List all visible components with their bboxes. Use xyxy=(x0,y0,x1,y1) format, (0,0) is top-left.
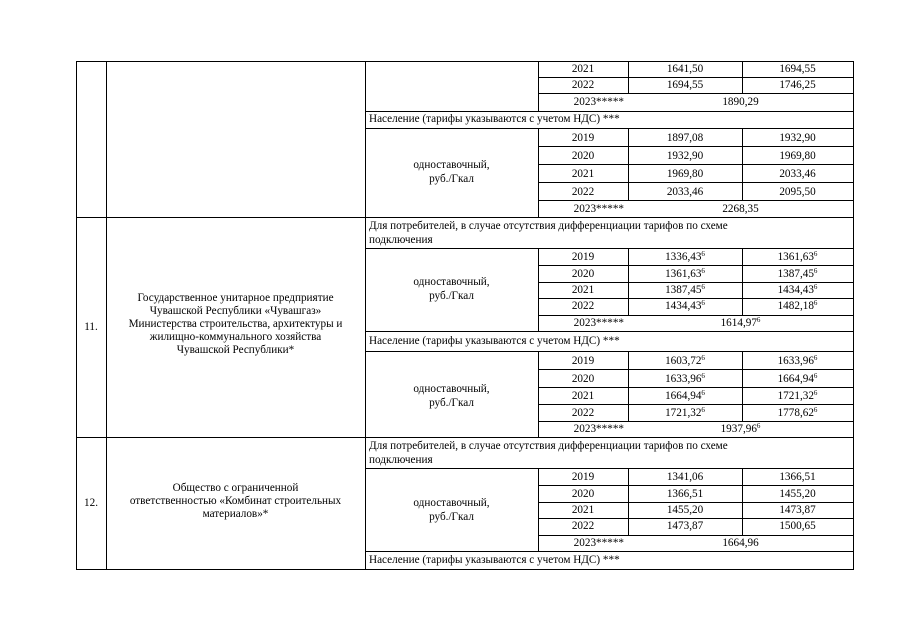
population-header: Население (тарифы указываются с учетом НДС) *** xyxy=(369,554,620,566)
tariff-type-label: одноставочный, xyxy=(413,383,490,395)
value: 1336,43 xyxy=(665,251,702,263)
tariff-type-unit: руб./Гкал xyxy=(429,397,474,409)
border-top xyxy=(76,61,854,62)
year-2023-cell: 2023***** xyxy=(573,203,624,215)
tariff-type-unit: руб./Гкал xyxy=(429,511,474,523)
value-cell: 1366,51 xyxy=(779,471,816,483)
value-cell: 1366,51 xyxy=(666,488,704,500)
year-row-border xyxy=(538,164,854,165)
consumers-header-cont: подключения xyxy=(369,454,433,466)
value: 1721,32 xyxy=(777,390,814,402)
footnote-mark: 6 xyxy=(813,389,818,397)
year-cell: 2021 xyxy=(571,390,595,402)
value-cell: 1969,80 xyxy=(779,150,816,162)
consumers-header: Для потребителей, в случае отсутствия дифференциации тарифов по схеме xyxy=(369,440,728,452)
year-row-border xyxy=(538,182,854,183)
year-row-border xyxy=(538,265,854,266)
organization-name-line: Общество с ограниченной xyxy=(172,482,299,494)
year-cell: 2019 xyxy=(571,355,595,367)
value-2023-cell xyxy=(628,317,853,330)
year-cell: 2022 xyxy=(571,520,595,532)
value: 1633,96 xyxy=(665,373,702,385)
year-cell: 2022 xyxy=(571,300,595,312)
value-cell: 1473,87 xyxy=(666,520,704,532)
value-cell: 1455,20 xyxy=(779,488,816,500)
value: 1361,63 xyxy=(777,251,814,263)
year-row-border xyxy=(538,404,854,405)
row-border-org11 xyxy=(76,217,854,218)
value-cell xyxy=(628,300,742,313)
value-cell: 2033,46 xyxy=(779,168,816,180)
subheader-border xyxy=(365,551,854,552)
population-header: Население (тарифы указываются с учетом НДС) *** xyxy=(369,335,620,347)
value-cell xyxy=(742,355,853,368)
organization-name-line: Чувашской Республики «Чувашгаз» xyxy=(149,305,322,317)
value-cell: 1694,55 xyxy=(779,63,816,75)
value-cell xyxy=(742,251,853,264)
value: 1387,45 xyxy=(665,284,702,296)
value-cell: 1746,25 xyxy=(779,79,816,91)
tariff-type-unit: руб./Гкал xyxy=(429,173,474,185)
year-cell: 2021 xyxy=(571,504,595,516)
footnote-mark: 6 xyxy=(813,372,818,380)
value: 1361,63 xyxy=(665,268,702,280)
footnote-mark: 6 xyxy=(701,299,705,307)
year-row-border xyxy=(538,146,854,147)
subheader-border xyxy=(365,111,854,112)
footnote-mark: 6 xyxy=(756,422,761,430)
year-row-border xyxy=(538,282,854,283)
year-cell: 2022 xyxy=(571,79,595,91)
year-cell: 2022 xyxy=(571,407,595,419)
year-2023-cell: 2023***** xyxy=(573,96,624,108)
value-cell: 2095,50 xyxy=(779,186,816,198)
footnote-mark: 6 xyxy=(701,372,705,380)
value-cell xyxy=(628,390,742,403)
year-row-border xyxy=(538,421,854,422)
value-2023-cell: 2268,35 xyxy=(722,203,759,215)
year-cell: 2020 xyxy=(571,268,595,280)
value-cell: 1473,87 xyxy=(779,504,816,516)
year-cell: 2020 xyxy=(571,373,595,385)
value-cell xyxy=(742,407,853,420)
year-2023-cell: 2023***** xyxy=(573,537,624,549)
year-cell: 2019 xyxy=(571,251,595,263)
row-number: 12. xyxy=(84,497,98,509)
footnote-mark: 6 xyxy=(701,354,705,362)
year-row-border xyxy=(538,200,854,201)
organization-name xyxy=(106,292,365,357)
population-header: Население (тарифы указываются с учетом НДС) *** xyxy=(369,113,620,125)
value-cell: 2033,46 xyxy=(666,186,704,198)
value-2023-cell xyxy=(628,423,853,436)
organization-name-line: Государственное унитарное предприятие xyxy=(137,292,334,304)
value: 1721,32 xyxy=(665,407,702,419)
subheader-border xyxy=(365,248,854,249)
value: 1778,62 xyxy=(777,407,814,419)
subheader-border xyxy=(365,468,854,469)
value-cell: 1694,55 xyxy=(666,79,704,91)
organization-name xyxy=(106,482,365,521)
year-row-border xyxy=(538,535,854,536)
value-cell xyxy=(742,284,853,297)
year-cell: 2020 xyxy=(571,150,595,162)
year-cell: 2020 xyxy=(571,488,595,500)
border-name-col xyxy=(365,61,366,570)
value-cell xyxy=(628,284,742,297)
footnote-mark: 6 xyxy=(701,250,705,258)
year-row-border xyxy=(538,315,854,316)
footnote-mark: 6 xyxy=(701,283,705,291)
year-cell: 2021 xyxy=(571,63,595,75)
tariff-type-label: одноставочный, xyxy=(413,276,490,288)
value: 1614,97 xyxy=(720,317,757,329)
value-cell: 1500,65 xyxy=(779,520,816,532)
value-cell xyxy=(742,390,853,403)
year-row-border xyxy=(538,502,854,503)
year-row-border xyxy=(538,298,854,299)
value: 1482,18 xyxy=(777,300,814,312)
value-cell xyxy=(628,407,742,420)
consumers-header: Для потребителей, в случае отсутствия дифференциации тарифов по схеме xyxy=(369,220,728,232)
value-cell: 1897,08 xyxy=(666,132,704,144)
value: 1937,96 xyxy=(720,423,757,435)
border-left xyxy=(76,61,77,570)
year-cell: 2019 xyxy=(571,132,595,144)
value-cell xyxy=(628,268,742,281)
year-row-border xyxy=(538,485,854,486)
row-number: 11. xyxy=(84,321,98,333)
subheader-border xyxy=(365,331,854,332)
tariff-type-label: одноставочный, xyxy=(413,159,490,171)
year-2023-cell: 2023***** xyxy=(573,317,624,329)
organization-name-line: Министерства строительства, архитектуры и xyxy=(128,318,343,330)
value-cell xyxy=(628,373,742,386)
footnote-mark: 6 xyxy=(813,299,818,307)
value-cell xyxy=(742,268,853,281)
year-cell: 2022 xyxy=(571,186,595,198)
value: 1387,45 xyxy=(777,268,814,280)
value-cell: 1641,50 xyxy=(666,63,704,75)
value: 1603,72 xyxy=(665,355,702,367)
value-2023-cell: 1664,96 xyxy=(722,537,759,549)
value-cell: 1932,90 xyxy=(779,132,816,144)
footnote-mark: 6 xyxy=(701,406,705,414)
row-border-org12 xyxy=(76,437,854,438)
consumers-header-cont: подключения xyxy=(369,234,433,246)
footnote-mark: 6 xyxy=(701,389,705,397)
footnote-mark: 6 xyxy=(813,354,818,362)
value: 1664,94 xyxy=(777,373,814,385)
organization-name-line: ответственностью «Комбинат строительных xyxy=(129,495,342,507)
year-row-border xyxy=(538,369,854,370)
value-cell: 1969,80 xyxy=(666,168,704,180)
footnote-mark: 6 xyxy=(813,406,818,414)
footnote-mark: 6 xyxy=(813,283,818,291)
value: 1434,43 xyxy=(777,284,814,296)
value-2023-cell: 1890,29 xyxy=(722,96,759,108)
value-cell xyxy=(628,355,742,368)
subheader-border xyxy=(365,351,854,352)
year-2023-cell: 2023***** xyxy=(573,423,624,435)
year-cell: 2019 xyxy=(571,471,595,483)
value: 1664,94 xyxy=(665,390,702,402)
footnote-mark: 6 xyxy=(813,267,818,275)
year-row-border xyxy=(538,387,854,388)
year-row-border xyxy=(538,77,854,78)
value-cell xyxy=(742,300,853,313)
value-cell xyxy=(742,373,853,386)
value-cell: 1455,20 xyxy=(666,504,704,516)
year-row-border xyxy=(538,93,854,94)
border-bottom xyxy=(76,569,854,570)
value: 1633,96 xyxy=(777,355,814,367)
tariff-type-label: одноставочный, xyxy=(413,497,490,509)
tariff-type-unit: руб./Гкал xyxy=(429,290,474,302)
organization-name-line: Чувашской Республики* xyxy=(176,344,295,356)
organization-name-line: жилищно-коммунального хозяйства xyxy=(149,331,322,343)
footnote-mark: 6 xyxy=(701,267,705,275)
value-cell xyxy=(628,251,742,264)
footnote-mark: 6 xyxy=(756,316,761,324)
value: 1434,43 xyxy=(665,300,702,312)
value-cell: 1341,06 xyxy=(666,471,704,483)
year-cell: 2021 xyxy=(571,168,595,180)
year-cell: 2021 xyxy=(571,284,595,296)
footnote-mark: 6 xyxy=(813,250,818,258)
subheader-border xyxy=(365,128,854,129)
organization-name-line: материалов»* xyxy=(202,508,269,520)
value-cell: 1932,90 xyxy=(666,150,704,162)
year-row-border xyxy=(538,518,854,519)
